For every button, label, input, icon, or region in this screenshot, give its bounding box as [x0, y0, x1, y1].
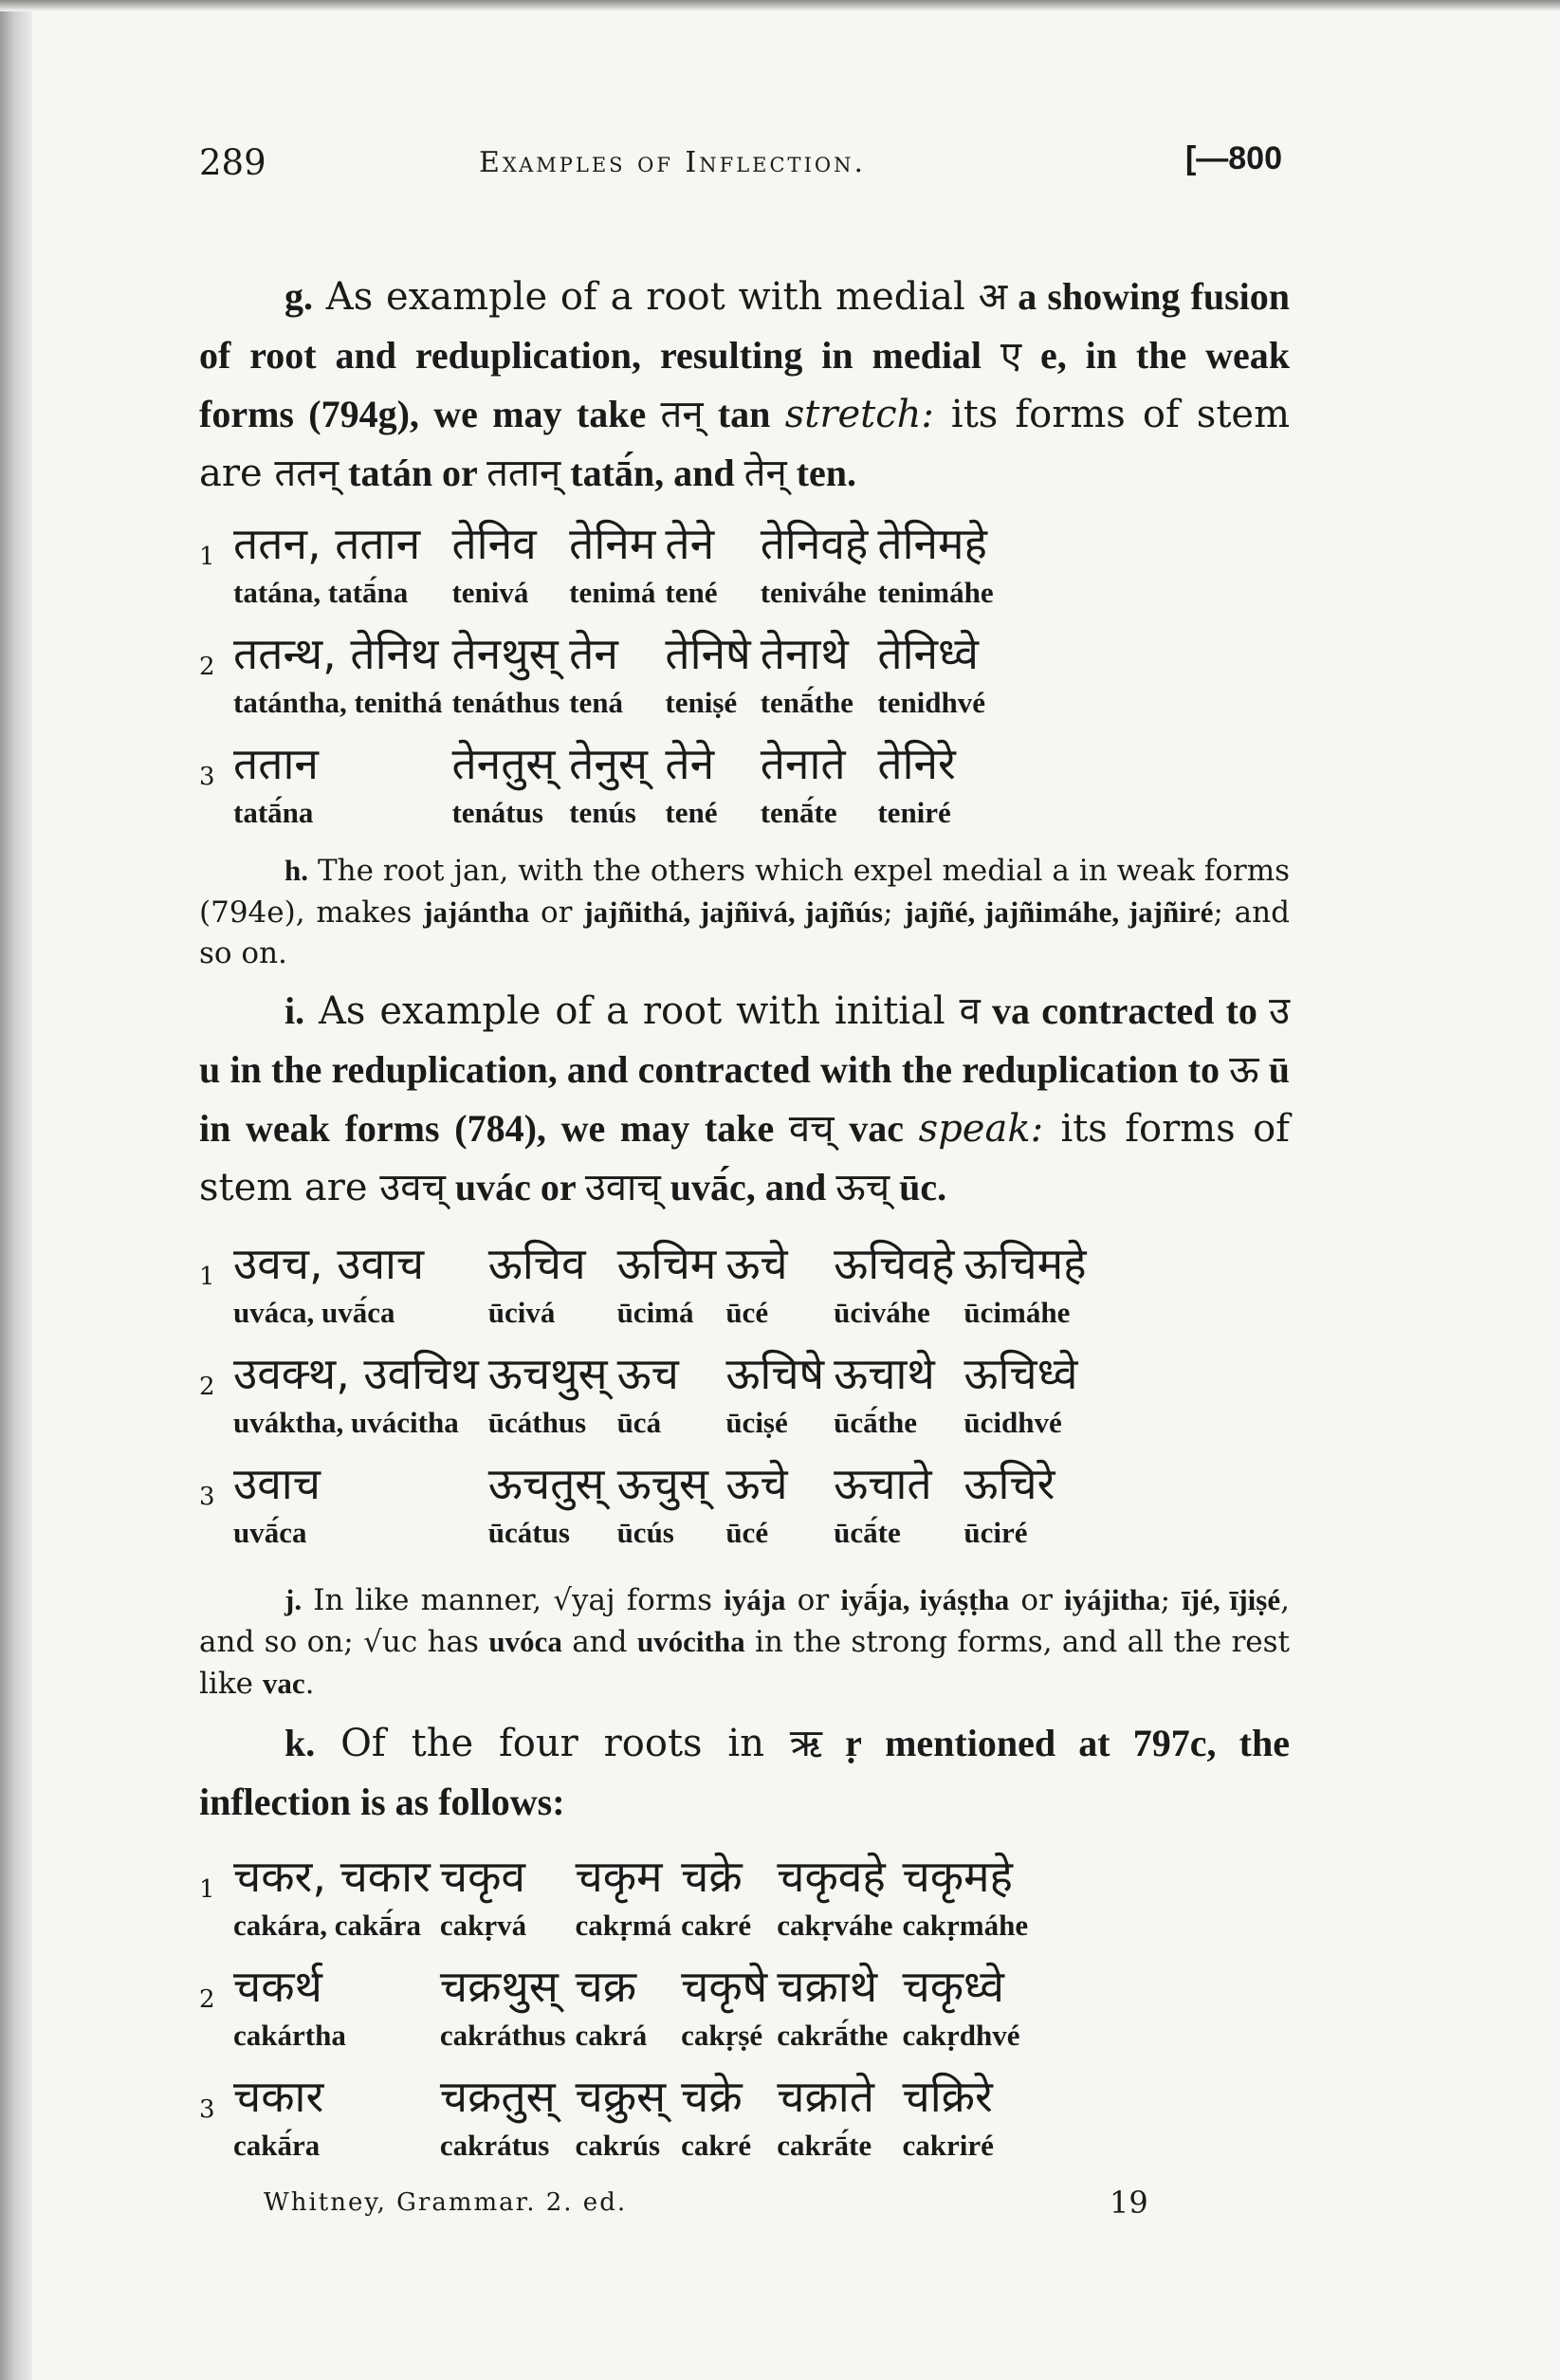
transliteration-row: [199, 681, 1003, 736]
transliterated-form: uváktha, uvácitha: [233, 1406, 459, 1439]
devanagari-form: उवाच: [233, 1458, 321, 1509]
transliterated-form: cakártha: [233, 2019, 346, 2052]
inflection-table-vac: [199, 1236, 1096, 1566]
transliterated-form: teniváhe: [760, 576, 867, 609]
devanagari-form: ऊचे: [725, 1458, 788, 1509]
devanagari-form: ऊचुस्: [616, 1458, 708, 1509]
person-number: 3: [199, 1483, 215, 1511]
transliterated-form: ūcé: [725, 1516, 769, 1549]
running-title: Examples of Inflection.: [479, 146, 866, 179]
person-number: 3: [199, 2095, 215, 2124]
devanagari-form: चक्रे: [681, 2071, 743, 2122]
transliterated-form: ūcā́the: [834, 1406, 917, 1439]
devanagari-form: तेनिध्वे: [877, 628, 979, 679]
transliterated-form: ūciṣé: [725, 1406, 788, 1439]
devanagari-form: तेनतुस्: [451, 738, 556, 789]
devanagari-form: चकृमहे: [902, 1851, 1013, 1902]
transliterated-form: cakṛdhvé: [902, 2019, 1020, 2052]
devanagari-form: चकृव: [439, 1851, 525, 1902]
transliteration-row: [199, 1511, 1096, 1566]
transliterated-form: tenidhvé: [877, 686, 986, 719]
devanagari-form: तेनिरे: [877, 738, 956, 789]
devanagari-form: तेनिषे: [665, 628, 751, 679]
devanagari-form: तेनिव: [451, 518, 537, 569]
devanagari-row: [199, 1849, 1037, 1904]
devanagari-row: [199, 736, 1003, 791]
transliterated-form: tenimá: [569, 576, 656, 609]
page-footer: [199, 2185, 1290, 2232]
transliterated-form: cakā́ra: [233, 2129, 321, 2162]
scan-top-edge: [0, 0, 1560, 11]
transliterated-form: cakṛvá: [439, 1909, 527, 1942]
transliterated-form: tenā́te: [760, 796, 837, 829]
transliteration-row: [199, 791, 1003, 846]
page-number: 289: [199, 142, 266, 183]
devanagari-form: तेनिमहे: [877, 518, 987, 569]
devanagari-form: चकर, चकार: [233, 1851, 431, 1902]
transliterated-form: ūcáthus: [487, 1406, 587, 1439]
devanagari-row: [199, 1959, 1037, 2014]
spacer-cell: [199, 681, 233, 736]
devanagari-row: [199, 2069, 1037, 2124]
devanagari-form: ऊचथुस्: [487, 1348, 608, 1399]
devanagari-form: चकृषे: [681, 1961, 768, 2012]
devanagari-form: ततन्थ, तेनिथ: [233, 628, 439, 679]
devanagari-form: ततन, ततान: [233, 518, 421, 569]
devanagari-form: चक्राथे: [777, 1961, 878, 2012]
transliterated-form: cakára, cakā́ra: [233, 1909, 422, 1942]
transliterated-form: cakré: [681, 2129, 752, 2162]
transliterated-form: ūcā́te: [834, 1516, 901, 1549]
transliterated-form: ūciré: [964, 1516, 1028, 1549]
devanagari-row: [199, 1346, 1096, 1401]
transliteration-row: [199, 2124, 1037, 2179]
transliterated-form: cakṛmá: [575, 1909, 672, 1942]
transliterated-form: cakṛṣé: [681, 2019, 763, 2052]
paragraph-g: g. As example of a root with medial अ a showing fusion of root and reduplication, resulting in medial ए e, in the weak forms (794g), we may take तन् tan stretch: its forms of stem are ततन् tatán or ततान् tatā́n, and तेन् ten.: [199, 275, 1290, 495]
scan-binding-edge: [0, 0, 32, 2380]
paragraph-k: k. Of the four roots in ऋ ṛ mentioned at 797c, the inflection is as follows:: [199, 1722, 1290, 1823]
transliterated-form: uvā́ca: [233, 1516, 307, 1549]
devanagari-form: चकृध्वे: [902, 1961, 1004, 2012]
transliterated-form: ūcimá: [616, 1296, 694, 1329]
transliterated-form: tatā́na: [233, 796, 314, 829]
paragraph-h: h. The root jan, with the others which expel medial a in weak forms (794e), makes jajántha or jajñithá, jajñivá, jajñús; jajñé, jajñimáhe, jajñiré; and so on.: [199, 854, 1290, 970]
transliterated-form: cakrā́te: [777, 2129, 872, 2162]
inflection-table-tan: [199, 516, 1003, 846]
signature-mark: 19: [1110, 2185, 1148, 2221]
spacer-cell: [199, 1401, 233, 1456]
transliterated-form: tenivá: [451, 576, 529, 609]
transliterated-form: tenā́the: [760, 686, 853, 719]
spacer-cell: [199, 1291, 233, 1346]
spacer-cell: [199, 791, 233, 846]
transliterated-form: tenimáhe: [877, 576, 994, 609]
person-number: 2: [199, 1373, 215, 1401]
transliterated-form: uváca, uvā́ca: [233, 1296, 395, 1329]
transliterated-form: ūcús: [616, 1516, 674, 1549]
devanagari-form: चकार: [233, 2071, 324, 2122]
spacer-cell: [199, 571, 233, 626]
devanagari-form: चकृवहे: [777, 1851, 886, 1902]
person-number: 1: [199, 1875, 215, 1904]
transliterated-form: tená: [569, 686, 623, 719]
devanagari-form: चक्रथुस्: [439, 1961, 559, 2012]
devanagari-form: चक्रिरे: [902, 2071, 993, 2122]
devanagari-form: चक्रे: [681, 1851, 743, 1902]
devanagari-form: चकर्थ: [233, 1961, 322, 2012]
devanagari-form: ऊचिरे: [964, 1458, 1055, 1509]
devanagari-form: ऊचाते: [834, 1458, 932, 1509]
devanagari-form: चक्रतुस्: [439, 2071, 556, 2122]
devanagari-form: तेनाथे: [760, 628, 849, 679]
devanagari-form: ततान: [233, 738, 319, 789]
devanagari-form: ऊचिध्वे: [964, 1348, 1078, 1399]
devanagari-row: [199, 1456, 1096, 1511]
devanagari-form: उवक्थ, उवचिथ: [233, 1348, 479, 1399]
transliterated-form: ūcá: [616, 1406, 662, 1439]
devanagari-form: चक्रुस्: [575, 2071, 667, 2122]
transliterated-form: cakriré: [902, 2129, 994, 2162]
transliterated-form: ūcimáhe: [964, 1296, 1071, 1329]
devanagari-form: तेनुस्: [569, 738, 649, 789]
devanagari-form: तेन: [569, 628, 618, 679]
person-number: 1: [199, 543, 215, 571]
devanagari-form: तेनथुस्: [451, 628, 559, 679]
transliterated-form: tenátus: [451, 796, 543, 829]
devanagari-form: तेनिवहे: [760, 518, 869, 569]
devanagari-form: ऊचे: [725, 1238, 788, 1289]
devanagari-form: ऊचिषे: [725, 1348, 825, 1399]
transliteration-row: [199, 1401, 1096, 1456]
section-reference: [—800: [1184, 140, 1282, 176]
devanagari-form: ऊचिम: [616, 1238, 717, 1289]
person-number: 2: [199, 653, 215, 681]
devanagari-form: चकृम: [575, 1851, 663, 1902]
devanagari-form: ऊचिव: [487, 1238, 586, 1289]
transliteration-row: [199, 571, 1003, 626]
inflection-table-kr: [199, 1849, 1037, 2179]
devanagari-form: तेनिम: [569, 518, 656, 569]
transliterated-form: cakṛmáhe: [902, 1909, 1029, 1942]
transliterated-form: tené: [665, 576, 718, 609]
devanagari-row: [199, 516, 1003, 571]
person-number: 3: [199, 763, 215, 791]
transliterated-form: cakráthus: [439, 2019, 566, 2052]
transliterated-form: cakrā́the: [777, 2019, 889, 2052]
devanagari-row: [199, 1236, 1096, 1291]
transliterated-form: cakrátus: [439, 2129, 550, 2162]
transliterated-form: ūcidhvé: [964, 1406, 1062, 1439]
book-page: [199, 133, 1290, 2232]
transliterated-form: ūciváhe: [834, 1296, 930, 1329]
devanagari-form: उवच, उवाच: [233, 1238, 425, 1289]
transliterated-form: cakṛváhe: [777, 1909, 893, 1942]
devanagari-form: चक्र: [575, 1961, 637, 2012]
person-number: 2: [199, 1985, 215, 2014]
devanagari-form: ऊचिमहे: [964, 1238, 1087, 1289]
transliterated-form: tatántha, tenithá: [233, 686, 443, 719]
running-header: [199, 133, 1290, 190]
spacer-cell: [199, 2124, 233, 2179]
transliterated-form: ūcé: [725, 1296, 769, 1329]
spacer-cell: [199, 1904, 233, 1959]
transliterated-form: ūcivá: [487, 1296, 556, 1329]
transliterated-form: tené: [665, 796, 718, 829]
devanagari-form: ऊच: [616, 1348, 679, 1399]
transliterated-form: cakrá: [575, 2019, 648, 2052]
transliterated-form: teniṣé: [665, 686, 738, 719]
transliterated-form: teniré: [877, 796, 951, 829]
transliterated-form: cakrús: [575, 2129, 661, 2162]
transliteration-row: [199, 2014, 1037, 2069]
devanagari-form: ऊचिवहे: [834, 1238, 955, 1289]
devanagari-row: [199, 626, 1003, 681]
transliterated-form: ūcátus: [487, 1516, 570, 1549]
person-number: 1: [199, 1263, 215, 1291]
devanagari-form: तेने: [665, 518, 715, 569]
paragraph-i: i. As example of a root with initial व va contracted to उ u in the reduplication, and contracted with the reduplication to ऊ ū in weak forms (784), we may take वच् vac speak: its forms of stem are उवच् uvác or उवाच् uvā́c, and ऊच् ūc.: [199, 989, 1291, 1209]
transliterated-form: tenús: [569, 796, 636, 829]
transliterated-form: tatána, tatā́na: [233, 576, 409, 609]
devanagari-form: ऊचाथे: [834, 1348, 935, 1399]
footer-source: Whitney, Grammar. 2. ed.: [264, 2188, 628, 2217]
transliterated-form: tenáthus: [451, 686, 560, 719]
transliteration-row: [199, 1291, 1096, 1346]
transliteration-row: [199, 1904, 1037, 1959]
devanagari-form: चक्राते: [777, 2071, 874, 2122]
devanagari-form: तेनाते: [760, 738, 846, 789]
spacer-cell: [199, 2014, 233, 2069]
paragraph-j: j. In like manner, √yaj forms iyája or iyā́ja, iyáṣṭha or iyájitha; ījé, ījiṣé, and so on; √uc has uvóca and uvócitha in the strong forms, and all the rest like vac.: [199, 1583, 1290, 1701]
devanagari-form: ऊचतुस्: [487, 1458, 605, 1509]
devanagari-form: तेने: [665, 738, 715, 789]
transliterated-form: cakré: [681, 1909, 752, 1942]
spacer-cell: [199, 1511, 233, 1566]
